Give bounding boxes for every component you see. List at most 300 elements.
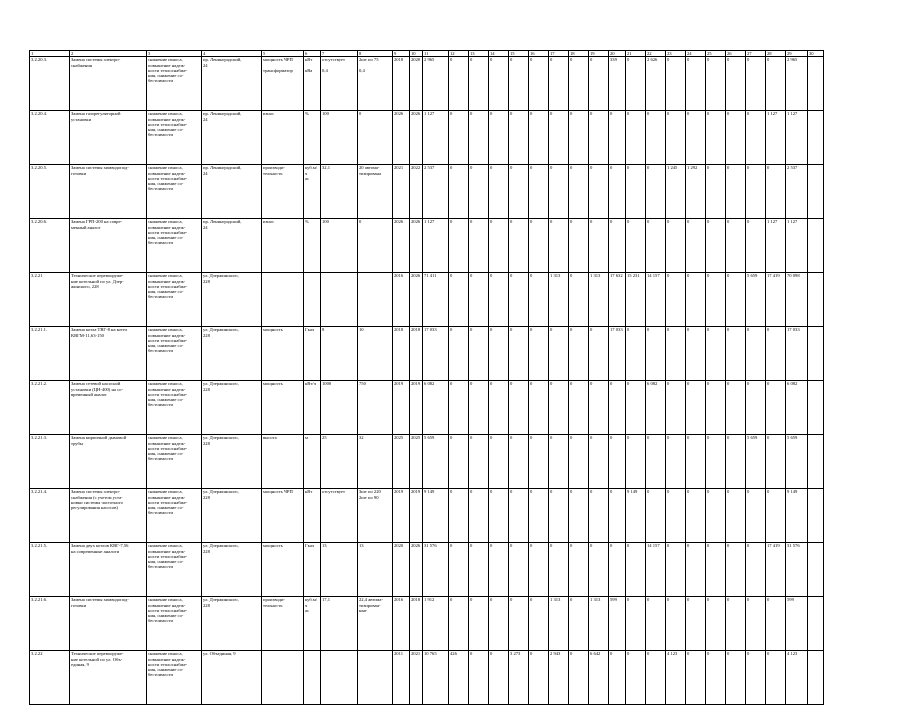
table-cell: 1 127 xyxy=(766,111,786,165)
table-cell: 0 xyxy=(549,489,569,543)
table-cell xyxy=(808,651,824,705)
table-cell: 0 xyxy=(449,57,469,111)
table-cell: 0 xyxy=(686,381,706,435)
table-cell: 2011 xyxy=(393,651,410,705)
table-cell: 0 xyxy=(766,381,786,435)
table-cell: кВт xyxy=(304,489,321,543)
column-number-cell: 3 xyxy=(147,51,202,57)
table-cell: 0 xyxy=(529,435,549,489)
table-cell: 0 xyxy=(529,543,549,597)
table-cell: 0 xyxy=(626,381,646,435)
column-number-cell: 13 xyxy=(469,51,489,57)
table-cell: 2016 xyxy=(393,597,410,651)
table-cell: 5 659 xyxy=(746,435,766,489)
table-cell: 15 231 xyxy=(626,273,646,327)
table-cell: 2шт по 75 0,4 xyxy=(358,57,393,111)
table-cell: 0 xyxy=(569,165,589,219)
table-cell: 0 xyxy=(646,489,666,543)
table-cell: 1 292 xyxy=(686,165,706,219)
table-cell: 3 273 xyxy=(509,651,529,705)
table-cell: 0 xyxy=(489,219,509,273)
table-cell: 0 xyxy=(489,273,509,327)
table-cell: 10 765 xyxy=(423,651,449,705)
table-cell: производи- тельность xyxy=(262,597,304,651)
table-cell: Замена двух котлов КВГ-7,56 на современные аналоги xyxy=(70,543,147,597)
table-cell: 31 576 xyxy=(423,543,449,597)
table-cell: 3.2.20.4. xyxy=(30,111,70,165)
table-cell: 0 xyxy=(746,543,766,597)
table-cell: 0 xyxy=(666,435,686,489)
table-cell: 0 xyxy=(646,597,666,651)
table-cell: 0 xyxy=(449,327,469,381)
table-cell: 0 xyxy=(646,435,666,489)
table-cell: снижение износа, повышение надеж- ности теплоснабже- ния, снижение со- бестоимости xyxy=(147,111,202,165)
table-cell: 10 xyxy=(358,327,393,381)
table-cell: 0 xyxy=(549,57,569,111)
table-cell xyxy=(808,597,824,651)
table-cell: 0 xyxy=(469,435,489,489)
table-cell: 0 xyxy=(549,381,569,435)
table-cell: 0 xyxy=(489,111,509,165)
table-cell: 0 xyxy=(449,381,469,435)
investment-program-table xyxy=(29,50,824,705)
table-row xyxy=(30,597,824,651)
table-cell: 0 xyxy=(569,273,589,327)
table-cell: 0 xyxy=(626,327,646,381)
column-number-cell: 1 xyxy=(30,51,70,57)
table-cell: 0 xyxy=(549,543,569,597)
table-row xyxy=(30,111,824,165)
column-number-cell: 17 xyxy=(549,51,569,57)
table-cell: 5 659 xyxy=(786,435,808,489)
table-cell: 3.2.20.3. xyxy=(30,57,70,111)
table-cell: 0 xyxy=(766,327,786,381)
table-row xyxy=(30,651,824,705)
column-number-cell: 4 xyxy=(202,51,262,57)
table-cell xyxy=(304,273,321,327)
table-cell: куб.м/ч ас xyxy=(304,597,321,651)
table-cell: 2 965 xyxy=(786,57,808,111)
table-cell: 1 127 xyxy=(766,219,786,273)
table-cell: 17 419 xyxy=(766,273,786,327)
table-cell: 0 xyxy=(626,543,646,597)
table-cell: 0 xyxy=(529,111,549,165)
table-cell: 0 xyxy=(746,57,766,111)
table-cell: 0 xyxy=(646,111,666,165)
table-cell: 0 xyxy=(726,219,746,273)
table-cell: 0 xyxy=(469,111,489,165)
table-cell: пр. Ленинградский, 24 xyxy=(202,219,262,273)
table-cell: 0 xyxy=(589,57,609,111)
table-cell: 0 xyxy=(589,489,609,543)
table-cell: 0 xyxy=(529,489,549,543)
table-cell: ул. Дзержинского, 228 xyxy=(202,327,262,381)
table-cell: 17 419 xyxy=(766,543,786,597)
table-cell: 0 xyxy=(489,327,509,381)
table-cell: 22,4 автома- тизирован- ные xyxy=(358,597,393,651)
table-row xyxy=(30,219,824,273)
table-cell: 2 965 xyxy=(423,57,449,111)
table-cell: 2018 xyxy=(393,327,410,381)
table-cell: Замена системы электро- снабжения xyxy=(70,57,147,111)
table-cell: Замена сетевой насосной установки (ЦН-400) на со- временный аналог xyxy=(70,381,147,435)
table-cell: 0 xyxy=(489,57,509,111)
table-row xyxy=(30,543,824,597)
table-cell: 1 313 xyxy=(549,273,569,327)
table-cell: 6 642 xyxy=(589,651,609,705)
table-cell: снижение износа, повышение надеж- ности теплоснабже- ния, снижение со- бестоимости xyxy=(147,57,202,111)
table-cell: 0 xyxy=(706,489,726,543)
table-cell: 0 xyxy=(489,165,509,219)
table-cell: Замена системы химводопод- готовки xyxy=(70,165,147,219)
table-cell: 0 xyxy=(706,273,726,327)
table-cell: 0 xyxy=(626,219,646,273)
table-cell: 32,1 xyxy=(321,165,358,219)
table-cell: 0 xyxy=(529,327,549,381)
table-cell: 0 xyxy=(509,327,529,381)
table-cell: 0 xyxy=(529,381,549,435)
table-cell: 0 xyxy=(666,327,686,381)
table-cell: 8 xyxy=(321,327,358,381)
table-cell: 0 xyxy=(686,57,706,111)
table-cell: 100 xyxy=(321,111,358,165)
table-cell: 3.2.21.1. xyxy=(30,327,70,381)
table-cell: 0 xyxy=(726,651,746,705)
table-cell: 0 xyxy=(509,165,529,219)
table-cell: 0 xyxy=(706,111,726,165)
column-number-cell: 29 xyxy=(786,51,808,57)
table-cell: 0 xyxy=(509,111,529,165)
table-cell: 0 xyxy=(766,597,786,651)
table-cell: 2026 xyxy=(410,111,423,165)
table-cell: 0 xyxy=(686,489,706,543)
table-cell: 0 xyxy=(469,327,489,381)
table-cell: мощность xyxy=(262,543,304,597)
column-number-cell: 19 xyxy=(589,51,609,57)
table-cell: 100 xyxy=(321,219,358,273)
table-cell: 3.2.21.5. xyxy=(30,543,70,597)
table-cell: 0 xyxy=(529,165,549,219)
table-cell: 0 xyxy=(569,219,589,273)
table-cell: отсутствует xyxy=(321,489,358,543)
table-cell: Техническое перевооруже- ние котельной по ул. Объ- единая, 9 xyxy=(70,651,147,705)
table-cell: куб.м/ч ас xyxy=(304,165,321,219)
table-cell: 0 xyxy=(569,381,589,435)
table-cell: 0 xyxy=(666,597,686,651)
table-cell: 0 xyxy=(726,57,746,111)
column-number-cell: 20 xyxy=(609,51,626,57)
table-cell: 3.2.21.3. xyxy=(30,435,70,489)
column-number-cell: 10 xyxy=(410,51,423,57)
table-cell xyxy=(808,327,824,381)
table-cell: 0 xyxy=(686,543,706,597)
table-cell: 0 xyxy=(509,435,529,489)
table-cell: 0 xyxy=(766,165,786,219)
table-cell: 3.2.21.6. xyxy=(30,597,70,651)
table-cell: ул. Дзержинского, 228 xyxy=(202,435,262,489)
table-row xyxy=(30,57,824,111)
table-cell: 0 xyxy=(726,381,746,435)
table-cell: 0 xyxy=(746,219,766,273)
table-cell: 0 xyxy=(626,651,646,705)
table-cell: 0 xyxy=(706,435,726,489)
table-cell: 0 xyxy=(549,327,569,381)
table-cell: 2 943 xyxy=(549,651,569,705)
table-cell: мощность xyxy=(262,381,304,435)
table-cell: снижение износа, повышение надеж- ности теплоснабже- ния, снижение со- бестоимости xyxy=(147,489,202,543)
table-cell: 0 xyxy=(469,381,489,435)
table-cell: 3.2.20.5. xyxy=(30,165,70,219)
table-cell xyxy=(321,651,358,705)
table-cell: 0 xyxy=(706,57,726,111)
table-cell xyxy=(808,489,824,543)
table-cell: 2019 xyxy=(393,489,410,543)
table-cell: 0 xyxy=(589,327,609,381)
table-cell: 0 xyxy=(766,57,786,111)
table-cell: 0 xyxy=(449,597,469,651)
table-cell: 0 xyxy=(626,597,646,651)
table-cell: 0 xyxy=(646,327,666,381)
table-cell: 0 xyxy=(509,273,529,327)
table-cell: 0 xyxy=(589,165,609,219)
table-cell xyxy=(808,165,824,219)
table-cell: пр. Ленинградский, 24 xyxy=(202,57,262,111)
table-cell: 0 xyxy=(529,651,549,705)
table-cell: ул. Дзержинского, 228 xyxy=(202,381,262,435)
table-cell xyxy=(808,435,824,489)
table-cell: 0 xyxy=(686,327,706,381)
table-cell: 0 xyxy=(706,543,726,597)
table-cell: 0 xyxy=(646,651,666,705)
table-cell: 426 xyxy=(449,651,469,705)
table-cell: 0 xyxy=(509,57,529,111)
column-number-cell: 8 xyxy=(358,51,393,57)
table-cell: ул. Дзержинского, 228 xyxy=(202,597,262,651)
table-cell: износ xyxy=(262,111,304,165)
table-cell: 0 xyxy=(569,597,589,651)
table-cell: 0 xyxy=(589,381,609,435)
table-cell: 2018 xyxy=(410,597,423,651)
table-cell: 0 xyxy=(469,57,489,111)
table-cell: Замена котла ТВГ-8 на котел КВГМ-11,63-150 xyxy=(70,327,147,381)
table-cell: мощность xyxy=(262,327,304,381)
table-cell: 6 082 xyxy=(423,381,449,435)
table-cell: 2026 xyxy=(410,543,423,597)
table-cell: 0 xyxy=(449,489,469,543)
table-cell: 599 xyxy=(609,597,626,651)
table-cell: 0 xyxy=(706,327,726,381)
table-cell: 0 xyxy=(726,597,746,651)
table-cell: ул. Дзержинского, 228 xyxy=(202,543,262,597)
table-cell: снижение износа, повышение надеж- ности теплоснабже- ния, снижение со- бестоимости xyxy=(147,381,202,435)
table-cell: 0 xyxy=(469,273,489,327)
table-row xyxy=(30,273,824,327)
table-cell: 0 xyxy=(449,435,469,489)
table-cell: 0 xyxy=(529,57,549,111)
table-cell: 1 127 xyxy=(786,219,808,273)
table-cell: 9 149 xyxy=(423,489,449,543)
table-cell xyxy=(321,273,358,327)
table-cell: 0 xyxy=(766,435,786,489)
table-cell: 0 xyxy=(626,111,646,165)
table-cell xyxy=(262,651,304,705)
table-cell: м xyxy=(304,435,321,489)
table-cell: 0 xyxy=(469,651,489,705)
table-cell: 0 xyxy=(529,219,549,273)
table-cell: снижение износа, повышение надеж- ности теплоснабже- ния, снижение со- бестоимости xyxy=(147,651,202,705)
table-cell: 9 149 xyxy=(786,489,808,543)
table-cell: 3.2.21.2. xyxy=(30,381,70,435)
table-cell: 5 659 xyxy=(423,435,449,489)
table-cell: 0 xyxy=(746,111,766,165)
table-cell: 2018 xyxy=(393,57,410,111)
table-cell: Гкал xyxy=(304,543,321,597)
table-cell xyxy=(358,651,393,705)
table-cell: снижение износа, повышение надеж- ности теплоснабже- ния, снижение со- бестоимости xyxy=(147,597,202,651)
table-cell: 0 xyxy=(609,381,626,435)
table-cell: 0 xyxy=(489,381,509,435)
column-number-cell: 16 xyxy=(529,51,549,57)
column-number-cell: 25 xyxy=(706,51,726,57)
table-cell: 0 xyxy=(469,543,489,597)
table-cell: 2026 xyxy=(410,219,423,273)
table-cell xyxy=(808,57,824,111)
table-cell: 1 127 xyxy=(423,219,449,273)
table-cell: 0 xyxy=(449,543,469,597)
table-cell: 0 xyxy=(609,111,626,165)
table-cell: 0 xyxy=(726,543,746,597)
table-cell: 20 автома- тизирована xyxy=(358,165,393,219)
table-cell: 0 xyxy=(766,489,786,543)
table-cell: 17,1 xyxy=(321,597,358,651)
column-number-cell: 15 xyxy=(509,51,529,57)
table-cell: 0 xyxy=(509,489,529,543)
table-cell: 0 xyxy=(706,597,726,651)
table-cell: 0 xyxy=(449,273,469,327)
column-number-cell: 22 xyxy=(646,51,666,57)
table-row xyxy=(30,327,824,381)
table-cell: 71 411 xyxy=(423,273,449,327)
table-cell: 0 xyxy=(666,111,686,165)
table-cell: 0 xyxy=(469,597,489,651)
table-cell: 2026 xyxy=(410,273,423,327)
table-cell: 0 xyxy=(549,219,569,273)
table-cell: Замена системы химводопод- готовки xyxy=(70,597,147,651)
table-cell: 0 xyxy=(726,165,746,219)
table-cell: % xyxy=(304,219,321,273)
table-cell: 6 082 xyxy=(786,381,808,435)
table-cell: 0 xyxy=(746,165,766,219)
table-cell: 17 033 xyxy=(423,327,449,381)
table-cell: снижение износа, повышение надеж- ности теплоснабже- ния, снижение со- бестоимости xyxy=(147,273,202,327)
table-cell: 2025 xyxy=(393,435,410,489)
table-cell: 0 xyxy=(609,219,626,273)
table-cell: 0 xyxy=(549,435,569,489)
table-cell: 0 xyxy=(489,651,509,705)
table-cell: 0 xyxy=(646,219,666,273)
table-cell: 0 xyxy=(746,381,766,435)
table-cell: 2026 xyxy=(393,111,410,165)
table-cell: 3.2.21 xyxy=(30,273,70,327)
table-cell xyxy=(358,273,393,327)
column-number-cell: 18 xyxy=(569,51,589,57)
table-cell: 0 xyxy=(609,165,626,219)
table-cell: 2 537 xyxy=(423,165,449,219)
table-cell: 339 xyxy=(609,57,626,111)
table-cell: 0 xyxy=(686,597,706,651)
table-cell: 0 xyxy=(746,597,766,651)
table-cell: ул. Объединая, 9 xyxy=(202,651,262,705)
table-cell: 0 xyxy=(746,327,766,381)
table-cell: 32 xyxy=(358,435,393,489)
table-cell: 0 xyxy=(609,543,626,597)
table-cell: 0 xyxy=(686,219,706,273)
table-cell: 9 149 xyxy=(626,489,646,543)
table-cell: Гкал xyxy=(304,327,321,381)
column-number-cell: 24 xyxy=(686,51,706,57)
table-cell: 0 xyxy=(646,165,666,219)
table-cell: 1000 xyxy=(321,381,358,435)
table-cell: 0 xyxy=(449,219,469,273)
table-cell: 0 xyxy=(726,111,746,165)
table-cell: 3.2.21.4. xyxy=(30,489,70,543)
table-cell xyxy=(808,543,824,597)
table-cell xyxy=(304,651,321,705)
table-cell: 0 xyxy=(706,165,726,219)
table-cell: 0 xyxy=(686,273,706,327)
table-cell: 2019 xyxy=(410,489,423,543)
table-cell: высота xyxy=(262,435,304,489)
table-cell: 4 123 xyxy=(666,651,686,705)
table-cell: 0 xyxy=(626,165,646,219)
table-cell: 2021 xyxy=(410,651,423,705)
table-cell: Замена кирпичной дымовой трубы xyxy=(70,435,147,489)
table-cell xyxy=(808,381,824,435)
table-cell: 0 xyxy=(706,381,726,435)
table-cell xyxy=(808,219,824,273)
table-cell: 14 157 xyxy=(646,273,666,327)
table-cell: 0 xyxy=(569,57,589,111)
table-cell: пр. Ленинградский, 24 xyxy=(202,111,262,165)
table-cell: 0 xyxy=(666,489,686,543)
table-cell: снижение износа, повышение надеж- ности теплоснабже- ния, снижение со- бестоимости xyxy=(147,219,202,273)
table-cell: снижение износа, повышение надеж- ности теплоснабже- ния, снижение со- бестоимости xyxy=(147,543,202,597)
column-number-cell: 28 xyxy=(766,51,786,57)
table-cell: % xyxy=(304,111,321,165)
column-number-cell: 9 xyxy=(393,51,410,57)
table-cell: снижение износа, повышение надеж- ности теплоснабже- ния, снижение со- бестоимости xyxy=(147,327,202,381)
table-cell: 0 xyxy=(686,651,706,705)
table-cell: 0 xyxy=(569,327,589,381)
table-cell: 1 313 xyxy=(589,597,609,651)
column-number-cell: 6 xyxy=(304,51,321,57)
table-cell: 0 xyxy=(469,165,489,219)
table-cell: 0 xyxy=(449,165,469,219)
table-cell: 0 xyxy=(529,273,549,327)
table-cell xyxy=(808,111,824,165)
table-cell: 0 xyxy=(569,435,589,489)
table-cell: 0 xyxy=(589,111,609,165)
table-cell: 0 xyxy=(746,651,766,705)
table-cell: 0 xyxy=(569,489,589,543)
table-cell: Замена ГРП-200 на совре- менный аналог xyxy=(70,219,147,273)
table-row xyxy=(30,381,824,435)
table-cell: 1 313 xyxy=(549,597,569,651)
table-cell: 0 xyxy=(509,543,529,597)
table-cell: 1 127 xyxy=(786,111,808,165)
table-cell: 0 xyxy=(549,111,569,165)
table-cell: 2 626 xyxy=(646,57,666,111)
